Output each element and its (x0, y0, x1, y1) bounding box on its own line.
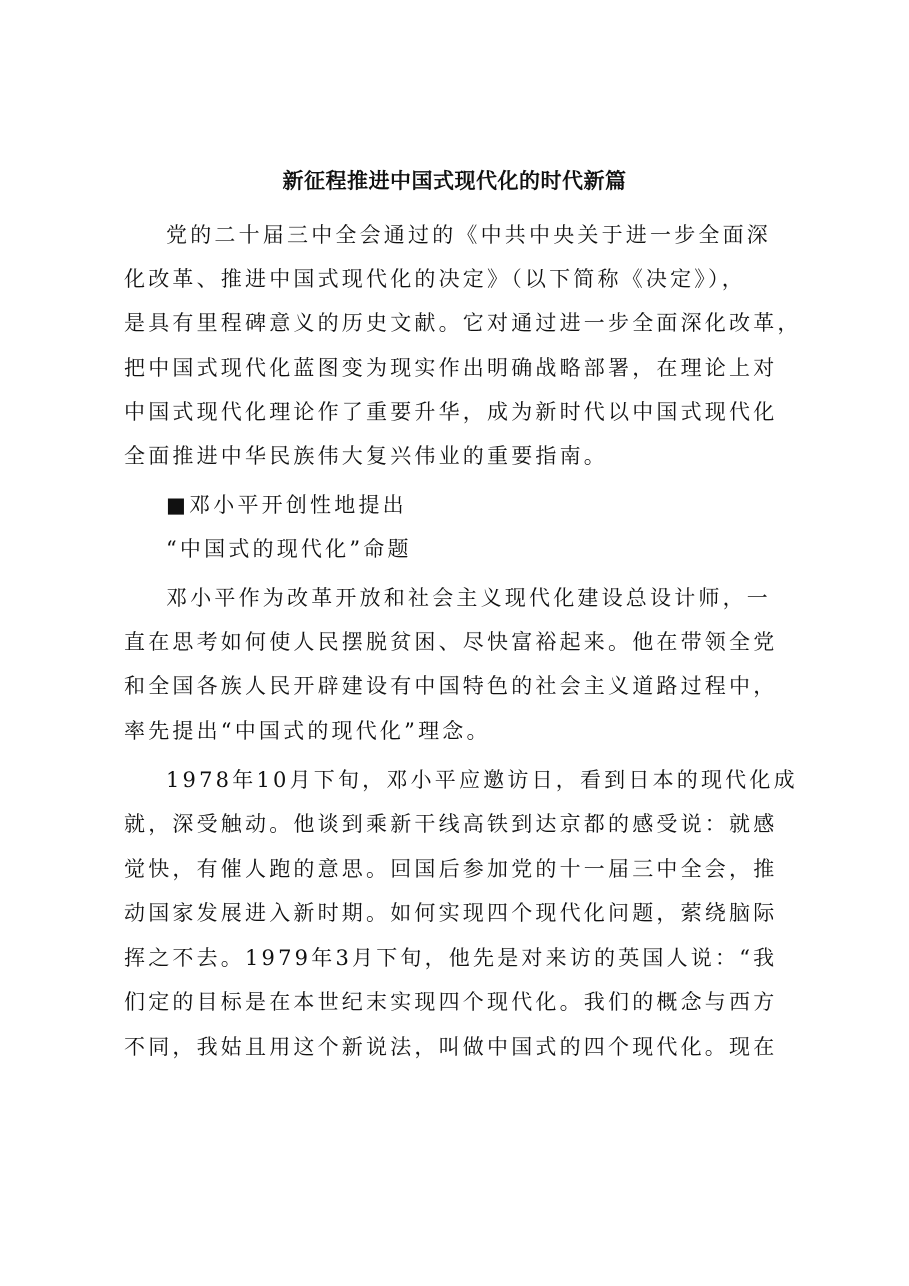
paragraph-line: 不同，我姑且用这个新说法，叫做中国式的四个现代化。现在 (124, 1035, 778, 1059)
paragraph-line: 直在思考如何使人民摆脱贫困、尽快富裕起来。他在带领全党 (124, 630, 778, 654)
paragraph-line: 党的二十届三中全会通过的《中共中央关于进一步全面深 (166, 223, 771, 247)
paragraph-line: 是具有里程碑意义的历史文献。它对通过进一步全面深化改革， (124, 311, 802, 335)
paragraph-line: 中国式现代化理论作了重要升华，成为新时代以中国式现代化 (124, 400, 778, 424)
paragraph-line: 和全国各族人民开辟建设有中国特色的社会主义道路过程中， (124, 674, 778, 698)
paragraph-line: 们定的目标是在本世纪末实现四个现代化。我们的概念与西方 (124, 990, 778, 1014)
paragraph-line: 1978年10月下旬，邓小平应邀访日，看到日本的现代化成 (166, 768, 798, 792)
paragraph-line: 率先提出“中国式的现代化”理念。 (124, 719, 491, 743)
document-title: 新征程推进中国式现代化的时代新篇 (282, 168, 627, 193)
paragraph-line: 化改革、推进中国式现代化的决定》（以下简称《决定》）， (124, 267, 746, 291)
section-heading: “中国式的现代化”命题 (166, 537, 412, 561)
paragraph-line: 把中国式现代化蓝图变为现实作出明确战略部署，在理论上对 (124, 356, 778, 380)
paragraph-line: 邓小平作为改革开放和社会主义现代化建设总设计师，一 (166, 586, 771, 610)
section-heading: ■邓小平开创性地提出 (166, 493, 407, 517)
paragraph-line: 动国家发展进入新时期。如何实现四个现代化问题，萦绕脑际 (124, 901, 778, 925)
paragraph-line: 就，深受触动。他谈到乘新干线高铁到达京都的感受说：就感 (124, 812, 778, 836)
paragraph-line: 挥之不去。1979年3月下旬，他先是对来访的英国人说：“我 (124, 946, 778, 970)
paragraph-line: 全面推进中华民族伟大复兴伟业的重要指南。 (124, 444, 608, 468)
paragraph-line: 觉快，有催人跑的意思。回国后参加党的十一届三中全会，推 (124, 857, 778, 881)
